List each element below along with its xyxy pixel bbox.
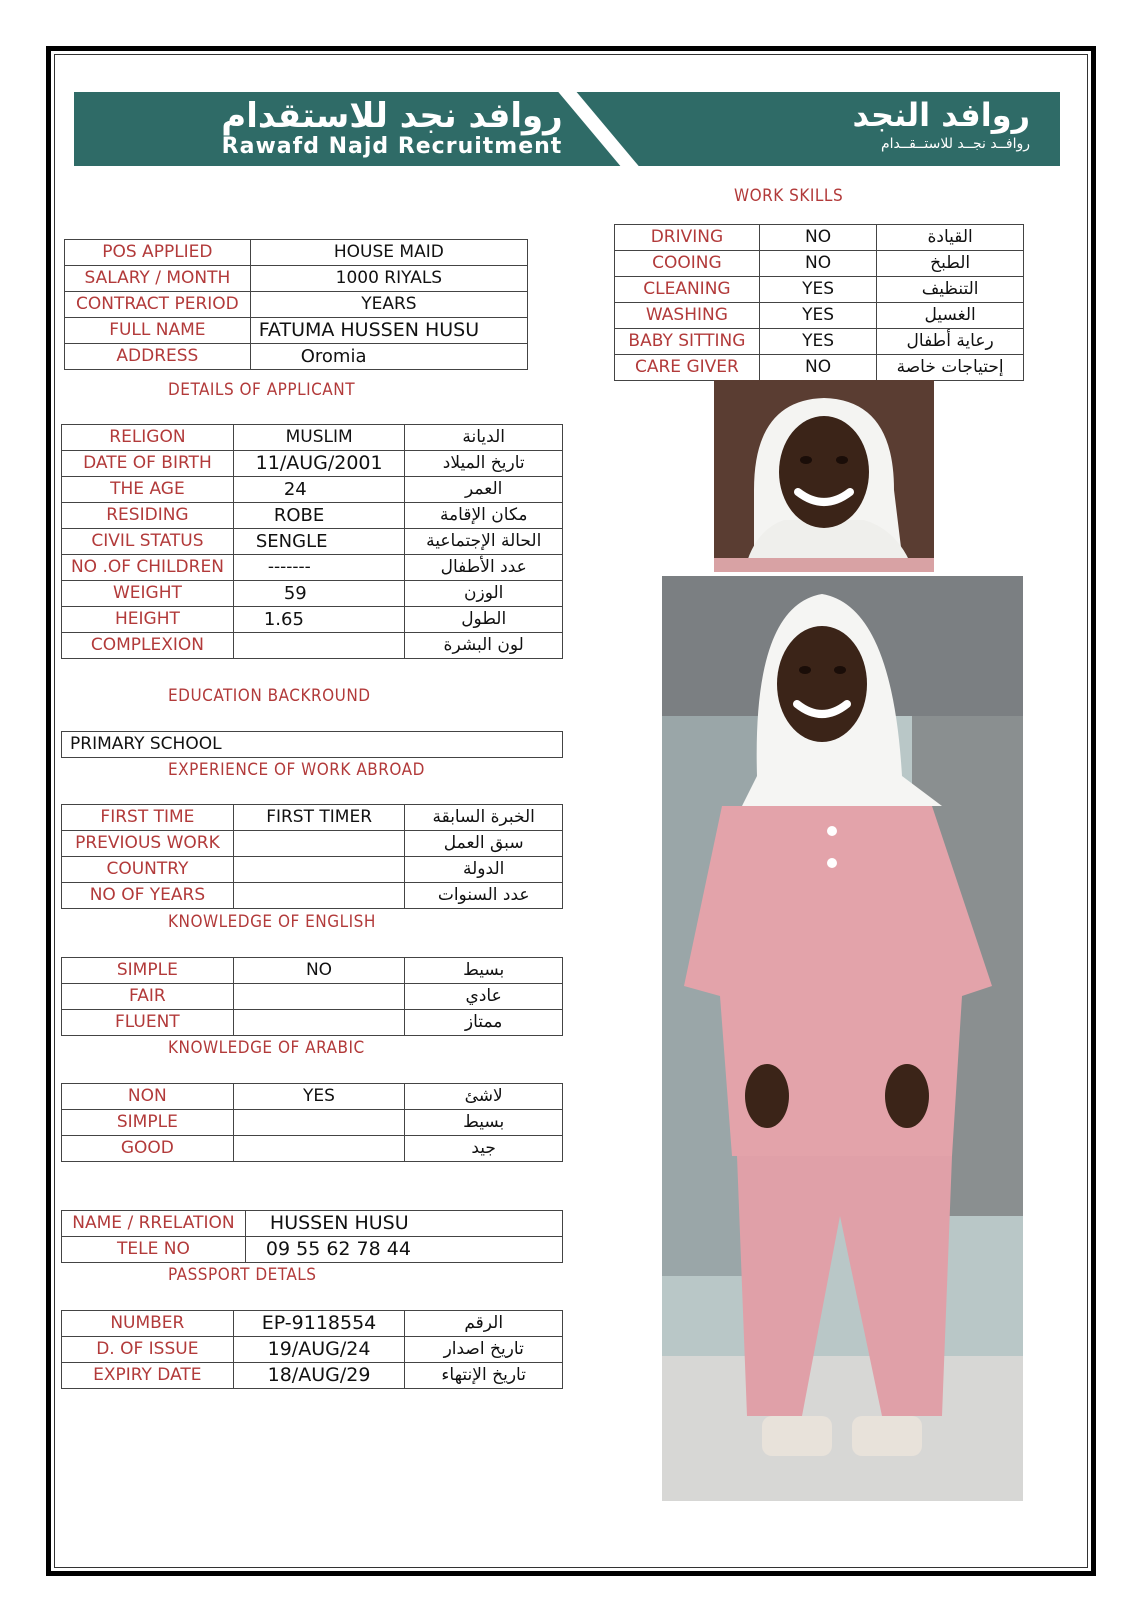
table-row: DATE OF BIRTH 11/AUG/2001 تاريخ الميلاد	[62, 451, 563, 477]
table-row: SIMPLE بسيط	[62, 1110, 563, 1136]
table-row: TELE NO 09 55 62 78 44	[62, 1237, 563, 1263]
english-heading: KNOWLEDGE OF ENGLISH	[168, 912, 376, 932]
applicant-table	[61, 424, 563, 659]
table-row: RELIGON MUSLIM الديانة	[62, 425, 563, 451]
company-logo: روافد النجد	[852, 96, 1030, 134]
table-row: D. OF ISSUE 19/AUG/24 تاريخ اصدار	[62, 1337, 563, 1363]
arabic-table	[61, 1083, 563, 1162]
table-row: POS APPLIED HOUSE MAID	[65, 240, 528, 266]
table-row: NO .OF CHILDREN ------- عدد الأطفال	[62, 555, 563, 581]
table-row: THE AGE 24 العمر	[62, 477, 563, 503]
education-heading: EDUCATION BACKROUND	[168, 686, 371, 706]
table-row: COMPLEXION لون البشرة	[62, 633, 563, 659]
table-row: ADDRESS Oromia	[65, 344, 528, 370]
summary-table	[64, 239, 528, 370]
table-row: SIMPLE NO بسيط	[62, 958, 563, 984]
table-row: FULL NAME FATUMA HUSSEN HUSU	[65, 318, 528, 344]
table-row: DRIVING NO القيادة	[615, 225, 1024, 251]
table-row: CONTRACT PERIOD YEARS	[65, 292, 528, 318]
company-logo-subtitle: روافــد نجــد للاستــقــدام	[880, 136, 1030, 152]
table-row: CARE GIVER NO إحتياجات خاصة	[615, 355, 1024, 381]
table-row: PREVIOUS WORK سبق العمل	[62, 831, 563, 857]
passport-table	[61, 1310, 563, 1389]
portrait-photo-illustration	[714, 380, 934, 572]
table-row: CLEANING YES التنظيف	[615, 277, 1024, 303]
arabic-heading: KNOWLEDGE OF ARABIC	[168, 1038, 365, 1058]
table-row: WASHING YES الغسيل	[615, 303, 1024, 329]
experience-table	[61, 804, 563, 909]
education-table	[61, 731, 563, 758]
full-body-photo-illustration	[662, 576, 1023, 1501]
english-table	[61, 957, 563, 1036]
table-row: COOING NO الطبخ	[615, 251, 1024, 277]
experience-heading: EXPERIENCE OF WORK ABROAD	[168, 760, 425, 780]
table-row: EXPIRY DATE 18/AUG/29 تاريخ الإنتهاء	[62, 1363, 563, 1389]
table-row: HEIGHT 1.65 الطول	[62, 607, 563, 633]
table-row: FLUENT ممتاز	[62, 1010, 563, 1036]
table-row: COUNTRY الدولة	[62, 857, 563, 883]
work-skills-heading: WORK SKILLS	[734, 186, 844, 206]
header-arabic-title: روافد نجد للاستقدام	[221, 96, 563, 136]
header-banner	[74, 92, 1060, 166]
applicant-heading: DETAILS OF APPLICANT	[168, 380, 356, 400]
table-row: SALARY / MONTH 1000 RIYALS	[65, 266, 528, 292]
work-skills-table	[614, 224, 1024, 381]
table-row: NO OF YEARS عدد السنوات	[62, 883, 563, 909]
table-row: BABY SITTING YES رعاية أطفال	[615, 329, 1024, 355]
table-row: WEIGHT 59 الوزن	[62, 581, 563, 607]
portrait-photo	[714, 380, 934, 572]
table-row: GOOD جيد	[62, 1136, 563, 1162]
table-row: NAME / RRELATION HUSSEN HUSU	[62, 1211, 563, 1237]
table-row: FIRST TIME FIRST TIMER الخبرة السابقة	[62, 805, 563, 831]
table-row: NON YES لاشئ	[62, 1084, 563, 1110]
relation-table	[61, 1210, 563, 1263]
full-body-photo	[662, 576, 1023, 1501]
header-english-title: Rawafd Najd Recruitment	[221, 134, 563, 159]
table-row: RESIDING ROBE مكان الإقامة	[62, 503, 563, 529]
table-row: CIVIL STATUS SENGLE الحالة الإجتماعية	[62, 529, 563, 555]
table-row: PRIMARY SCHOOL	[62, 732, 563, 758]
table-row: FAIR عادي	[62, 984, 563, 1010]
passport-heading: PASSPORT DETALS	[168, 1265, 317, 1285]
table-row: NUMBER EP-9118554 الرقم	[62, 1311, 563, 1337]
